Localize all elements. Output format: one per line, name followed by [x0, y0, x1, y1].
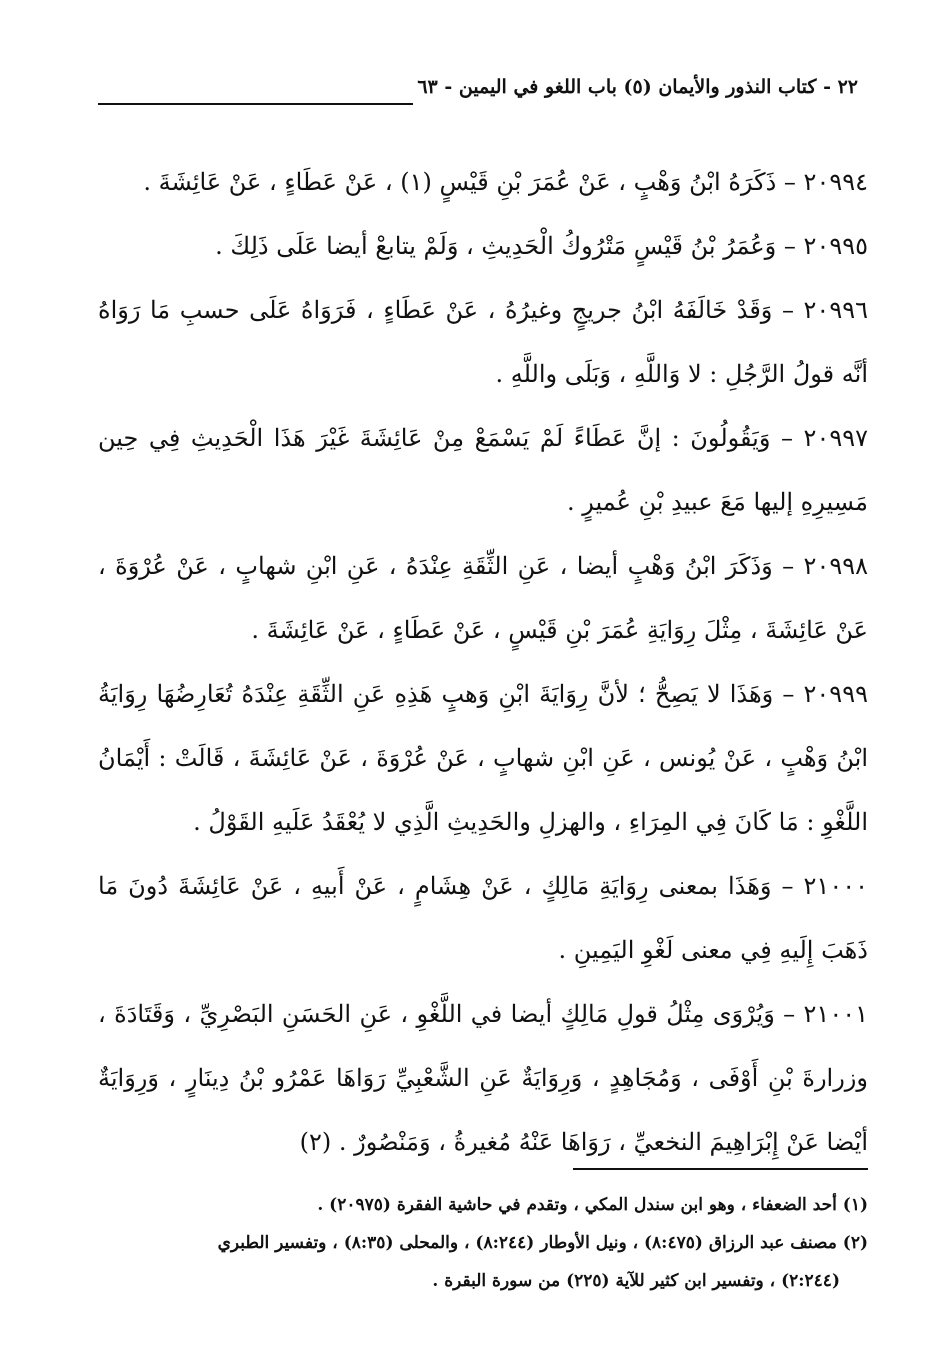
paragraph-number: ٢٠٩٩٦ [803, 296, 868, 324]
paragraph-20995 [98, 214, 868, 278]
paragraph-dash: – [781, 296, 794, 324]
paragraph-number: ٢١٠٠١ [803, 1000, 868, 1028]
footnote-separator [573, 1168, 868, 1170]
footnote-2-continued: (٢:٢٤٤) ، وتفسير ابن كثير للآية (٢٢٥) من سورة البقرة . [432, 1271, 840, 1291]
paragraph-20996 [98, 278, 868, 406]
header-rule [98, 103, 413, 105]
running-title: ٢٢ - كتاب النذور والأيمان (٥) باب اللغو في اليمين - ٦٣ [417, 76, 858, 98]
paragraph-number: ٢٠٩٩٥ [803, 232, 868, 260]
main-text [98, 150, 868, 1174]
paragraph-20994 [98, 150, 868, 214]
paragraph-dash: – [781, 872, 794, 900]
paragraph-text: وَعُمَرُ بْنُ قَيْسٍ مَتْرُوكُ الْحَدِيثِ ، وَلَمْ يتابعْ أيضا عَلَى ذَلِكَ . [215, 232, 777, 260]
paragraph-20997 [98, 406, 868, 534]
paragraph-number: ٢٠٩٩٤ [803, 168, 868, 196]
footnote-1: (١) أحد الضعفاء ، وهو ابن سندل المكي ، وتقدم في حاشية الفقرة (٢٠٩٧٥) . [317, 1195, 868, 1215]
paragraph-dash: – [782, 552, 795, 580]
paragraph-dash: – [783, 232, 796, 260]
paragraph-dash: – [783, 168, 796, 196]
paragraph-number: ٢٠٩٩٨ [803, 552, 868, 580]
book-page [98, 66, 868, 1326]
paragraph-dash: – [781, 424, 793, 452]
paragraph-21001 [98, 982, 868, 1174]
footnotes [98, 1186, 868, 1300]
paragraph-text: وَيَقُولُونَ : إنَّ عَطَاءً لَمْ يَسْمَعْ مِنْ عَائِشَةَ غَيْرَ هَذَا الْحَدِيثِ فِي حِين مَسِيرِهِ إليها مَعَ عبيدِ بْنِ عُميرٍ . [98, 424, 868, 516]
paragraph-text: وَهَذَا بمعنى رِوَايَةِ مَالِكٍ ، عَنْ هِشَامٍ ، عَنْ أَبيهِ ، عَنْ عَائِشَةَ دُونَ مَا ذَهَبَ إِلَيهِ فِي معنى لَغْوِ اليَمِينِ . [98, 872, 868, 964]
paragraph-text: وَهَذَا لا يَصِحُّ ؛ لأنَّ رِوَايَةَ ابْنِ وَهبٍ هَذِهِ عَنِ الثِّقَةِ عِنْدَهُ تُعَارِضُهَا رِوَايَةُ ابْنُ وَهْبٍ ، عَنْ يُونس ، عَنِ ابْنِ شهابٍ ، عَنْ عُرْوَةَ ، عَنْ عَائِشَةَ ، قَالَتْ : أَيْمَانُ اللَّغْوِ : مَا كَانَ فِي المِرَاءِ ، والهزلِ والحَدِيثِ الَّذِي لا يُعْقَدُ عَلَيهِ القَوْلُ . [98, 680, 868, 836]
paragraph-dash: – [782, 680, 795, 708]
paragraph-number: ٢٠٩٩٩ [803, 680, 868, 708]
running-header [98, 76, 868, 106]
footnote-2: (٢) مصنف عبد الرزاق (٨:٤٧٥) ، ونيل الأوطار (٨:٢٤٤) ، والمحلى (٨:٣٥) ، وتفسير الطبري [217, 1233, 868, 1253]
paragraph-text: وَيُرْوَى مِثْلُ قولِ مَالِكٍ أيضا في اللَّغْوِ ، عَنِ الحَسَنِ البَصْرِيِّ ، وَقَتَادَةَ ، وزرارةَ بْنِ أَوْفَى ، وَمُجَاهِدٍ ، وَرِوَايَةٌ عَنِ الشَّعْبِيِّ رَوَاهَا عَمْرُو بْنُ دِينَارٍ ، وَرِوَايَةٌ أيْضا عَنْ إِبْرَاهِيمَ النخعيِّ ، رَوَاهَا عَنْهُ مُغيرةُ ، وَمَنْصُورٌ . (٢) [98, 1000, 868, 1156]
paragraph-text: وَقَدْ خَالَفَهُ ابْنُ جريجٍ وغيرُهُ ، عَنْ عَطَاءٍ ، فَرَوَاهُ عَلَى حسبِ مَا رَوَاهُ أنَّه قولُ الرَّجُلِ : لا وَاللَّهِ ، وَبَلَى واللَّهِ . [98, 296, 868, 388]
paragraph-number: ٢٠٩٩٧ [803, 424, 868, 452]
paragraph-number: ٢١٠٠٠ [803, 872, 868, 900]
paragraph-text: ذَكَرَهُ ابْنُ وَهْبٍ ، عَنْ عُمَرَ بْنِ قَيْسٍ (١) ، عَنْ عَطَاءٍ ، عَنْ عَائِشَةَ . [143, 168, 777, 196]
paragraph-20998 [98, 534, 868, 662]
paragraph-dash: – [783, 1000, 796, 1028]
paragraph-text: وَذَكَرَ ابْنُ وَهْبٍ أيضا ، عَنِ الثِّقَةِ عِنْدَهُ ، عَنِ ابْنِ شهابٍ ، عَنْ عُرْوَةَ ، عَنْ عَائِشَةَ ، مِثْلَ رِوَايَةِ عُمَرَ بْنِ قَيْسٍ ، عَنْ عَطَاءٍ ، عَنْ عَائِشَةَ . [98, 552, 868, 644]
paragraph-20999 [98, 662, 868, 854]
paragraph-21000 [98, 854, 868, 982]
